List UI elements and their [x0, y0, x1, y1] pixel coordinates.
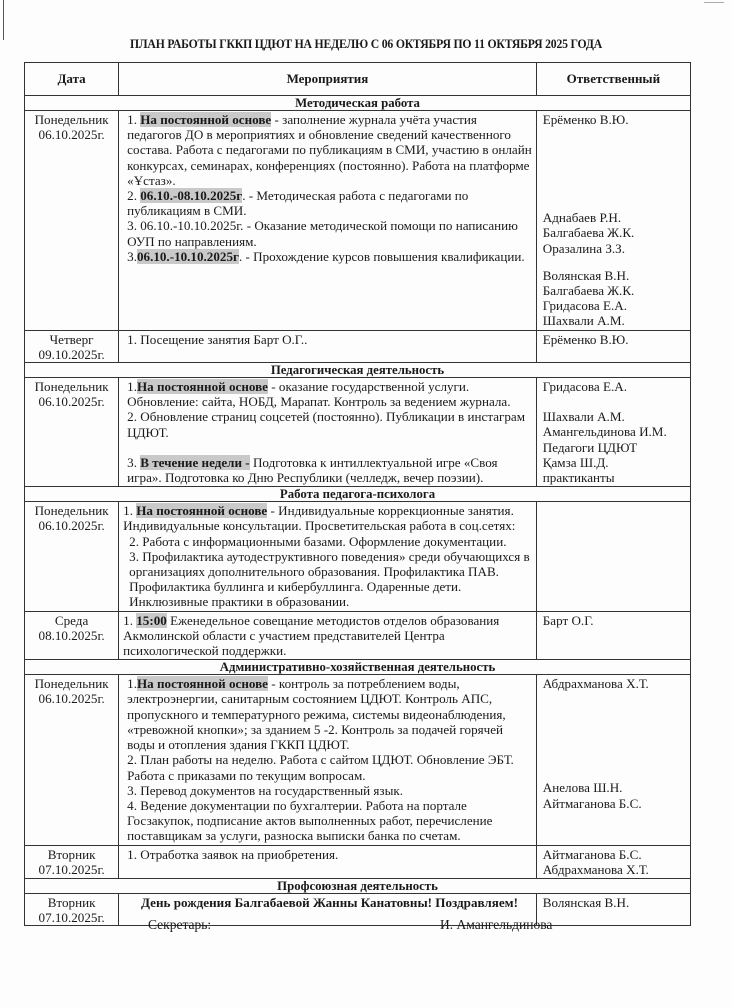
responsible-person: Анелова Ш.Н.	[542, 780, 623, 796]
birthday-announcement: День рождения Балгабаевой Жанны Канатовны! Поздравляем!	[140, 894, 518, 910]
activity-item: 1. На постоянной основе - заполнение журнала учёта участия педагогов ДО в мероприятиях и обновление сведений качественного состава. Работа с педагогами по публикациям в СМИ, участию в онлайн конкурсах, семинарах, конференциях (постоянно). Работа на платформе «Ұстаз».	[127, 112, 532, 188]
activity-item: 2. Работа с информационными базами. Оформление документации.	[129, 533, 507, 549]
responsible-person: Волянская В.Н.	[542, 267, 630, 283]
scan-edge-left	[3, 0, 4, 40]
document-title: ПЛАН РАБОТЫ ГККП ЦДЮТ НА НЕДЕЛЮ С 06 ОКТЯБРЯ ПО 11 ОКТЯБРЯ 2025 ГОДА	[129, 37, 603, 51]
responsible-cell	[536, 675, 690, 845]
responsible-cell	[536, 111, 690, 331]
responsible-person: практиканты	[542, 470, 615, 486]
highlighted-text: На постоянной основе	[140, 112, 272, 127]
section-title: Административно-хозяйственная деятельность	[25, 660, 691, 675]
signature-role: Секретарь:	[148, 917, 212, 932]
responsible-cell	[536, 502, 690, 611]
highlighted-text: В течение недели -	[140, 454, 250, 470]
activities-cell	[119, 378, 537, 487]
date: 06.10.2025г.	[38, 394, 105, 410]
date-cell	[25, 675, 119, 845]
highlighted-text: На постоянной основе	[136, 503, 268, 519]
activity-item: 1.На постоянной основе - контроль за потреблением воды, электроэнергии, санитарным состоянием ЦДЮТ. Контроль АПС, пропускного и температурного режима, системы видеонаблюдения, «тревожной кнопки»; за зданием 5 -2. Контроль за подачей горячей воды и отопления здания ГККП ЦДЮТ.	[127, 676, 506, 753]
activity-item: 3. 06.10.-10.10.2025г. - Оказание методической помощи по написанию ОУП по направлениям.	[127, 218, 518, 249]
date: 07.10.2025г.	[38, 910, 105, 926]
scan-edge-right	[704, 2, 724, 3]
responsible-person: Амангельдинова И.М.	[542, 424, 667, 440]
responsible-cell	[536, 378, 690, 487]
responsible-person: Ерёменко В.Ю.	[542, 112, 629, 127]
responsible-person: Барт О.Г.	[542, 612, 594, 628]
highlighted-text: 06.10.-08.10.2025г	[140, 188, 243, 204]
activity-item: 4. Ведение документации по бухгалтерии. Работа на портале Госзакупок, подписание актов выполненных работ, перечисление поставщикам за услуги, разноска выписки банка по счетам.	[127, 797, 493, 844]
date-cell	[25, 893, 119, 925]
responsible-person: Оразалина З.З.	[542, 240, 625, 256]
section-row-psychologist	[25, 487, 691, 502]
date-cell	[25, 845, 119, 878]
work-plan-table	[24, 62, 691, 926]
date-cell	[25, 378, 119, 487]
responsible-person: Балгабаева Ж.К.	[542, 225, 635, 241]
responsible-person: Балгабаева Ж.К.	[542, 283, 635, 299]
activity-item: 1.На постоянной основе - оказание государственной услуги. Обновление: сайта, НОБД, Марапат. Контроль за ведением журнала.	[127, 379, 511, 410]
activity-item: 1. Отработка заявок на приобретения.	[127, 846, 339, 862]
responsible-person: Педагоги ЦДЮТ	[542, 439, 638, 455]
responsible-person: Айтмаганова Б.С.	[542, 795, 642, 811]
responsible-person: Аднабаев Р.Н.	[542, 210, 622, 226]
responsible-person: Абдрахманова Х.Т.	[542, 676, 649, 692]
date-cell	[25, 330, 119, 362]
responsible-person: Шахвали А.М.	[542, 313, 625, 329]
date: 09.10.2025г.	[38, 346, 105, 362]
date: 06.10.2025г.	[38, 127, 105, 143]
activities-cell	[119, 675, 537, 845]
weekday: Четверг	[49, 331, 94, 347]
activity-item: 1. На постоянной основе - Индивидуальные коррекционные занятия. Индивидуальные консультации. Просветительская работа в соц.сетях:	[123, 503, 516, 534]
section-title: Работа педагога-психолога	[25, 487, 691, 502]
responsible-person: Шахвали А.М.	[542, 409, 625, 425]
section-row-union	[25, 878, 691, 893]
activity-item: 3. Перевод документов на государственный язык.	[127, 782, 404, 798]
table-row	[25, 893, 691, 925]
date: 07.10.2025г.	[38, 861, 105, 877]
date: 06.10.2025г.	[38, 518, 105, 534]
activity-item: 3.06.10.-10.10.2025г. - Прохождение курсов повышения квалификации.	[127, 248, 525, 264]
responsible-cell	[536, 893, 690, 925]
table-row	[25, 611, 691, 660]
activities-cell	[119, 502, 537, 611]
activities-cell	[119, 330, 537, 362]
weekday: Понедельник	[34, 379, 109, 395]
table-row	[25, 330, 691, 362]
responsible-person: Волянская В.Н.	[542, 894, 630, 910]
highlighted-text: На постоянной основе	[136, 379, 268, 395]
activity-item: 2. Обновление страниц соцсетей (постоянно). Публикации в инстаграм ЦДЮТ.	[127, 409, 526, 440]
activity-item: 3. В течение недели - Подготовка к интиллектуальной игре «Своя игра». Подготовка ко Дню Республики (челледж, вечер поэзии).	[127, 454, 498, 486]
responsible-cell	[536, 330, 690, 362]
responsible-cell	[536, 611, 690, 660]
activities-cell	[119, 111, 537, 331]
section-title: Педагогическая деятельность	[25, 363, 691, 378]
table-row	[25, 845, 691, 878]
responsible-person: Гридасова Е.А.	[542, 379, 627, 395]
highlighted-text: На постоянной основе	[136, 676, 268, 692]
table-row	[25, 675, 691, 845]
activities-cell	[119, 611, 537, 660]
weekday: Вторник	[47, 894, 96, 910]
responsible-person: Ерёменко В.Ю.	[542, 331, 629, 347]
section-row-methodical	[25, 96, 691, 111]
responsible-person: Айтмаганова Б.С.	[542, 846, 642, 862]
responsible-person: Абдрахманова Х.Т.	[542, 861, 649, 877]
section-title: Профсоюзная деятельность	[25, 878, 691, 893]
activity-item: 2. 06.10.-08.10.2025г. - Методическая работа с педагогами по публикациям в СМИ.	[127, 188, 469, 219]
responsible-person: Гридасова Е.А.	[542, 298, 627, 314]
signature-name: И. Амангельдинова	[440, 917, 553, 932]
date: 06.10.2025г.	[38, 691, 105, 707]
highlighted-text: 15:00	[136, 612, 167, 628]
date-cell	[25, 111, 119, 331]
section-title: Методическая работа	[25, 96, 691, 111]
table-row	[25, 111, 691, 331]
activity-item: 3. Профилактика аутодеструктивного поведения» среди обучающихся в организациях дополнительного образования. Профилактика ПАВ. Профилактика буллинга и кибербуллинга. Одаренные дети. Инклюзивные практики в образовании.	[129, 548, 530, 610]
activities-cell	[119, 845, 537, 878]
column-header-activities: Мероприятия	[119, 63, 537, 96]
weekday: Понедельник	[34, 503, 109, 519]
column-header-responsible: Ответственный	[536, 63, 690, 96]
responsible-person: Қамза Ш.Д.	[542, 454, 609, 470]
responsible-cell	[536, 845, 690, 878]
table-row	[25, 378, 691, 487]
activity-item: 1. Посещение занятия Барт О.Г..	[127, 331, 308, 347]
highlighted-text: 06.10.-10.10.2025г	[136, 248, 239, 264]
weekday: Вторник	[47, 846, 96, 862]
section-row-pedagogical	[25, 363, 691, 378]
date-cell	[25, 502, 119, 611]
date-cell	[25, 611, 119, 660]
activity-item: 1. 15:00 Еженедельное совещание методистов отделов образования Акмолинской области с участием представителей Центра психологической поддержки.	[123, 612, 500, 659]
weekday: Среда	[54, 612, 89, 628]
weekday: Понедельник	[34, 112, 109, 127]
table-row	[25, 502, 691, 611]
weekday: Понедельник	[34, 676, 109, 692]
column-header-date: Дата	[25, 63, 119, 96]
date: 08.10.2025г.	[38, 627, 105, 643]
activity-item: 2. План работы на неделю. Работа с сайтом ЦДЮТ. Обновление ЭБТ. Работа с приказами по текущим вопросам.	[127, 752, 514, 783]
section-row-administrative	[25, 660, 691, 675]
table-header-row	[25, 63, 691, 96]
